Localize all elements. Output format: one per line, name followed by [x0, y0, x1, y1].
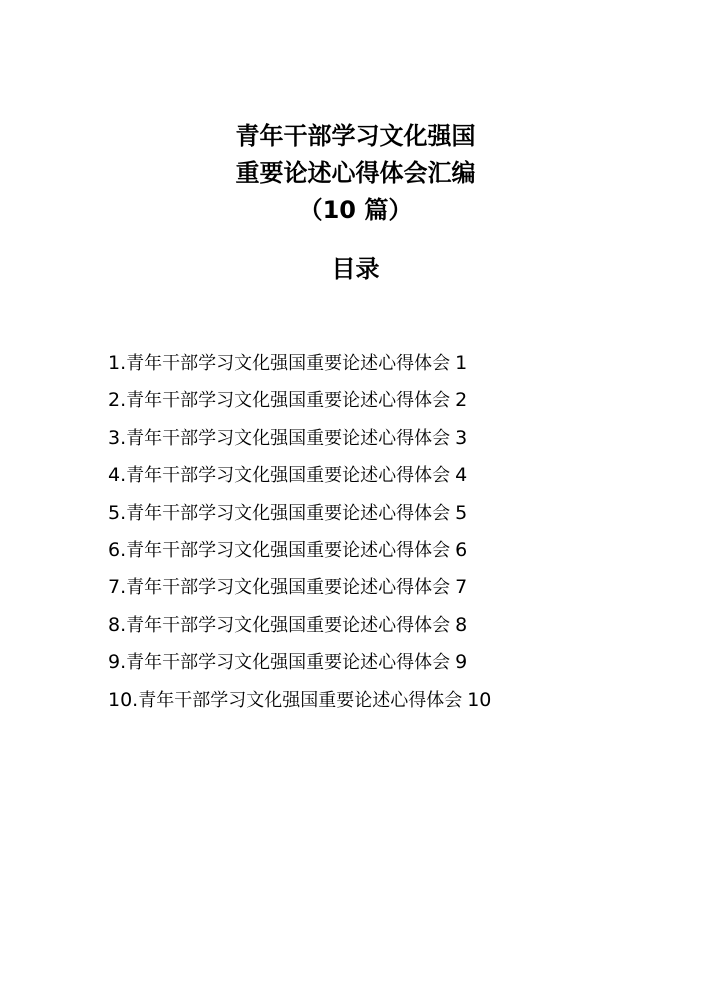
table-of-contents: [108, 345, 668, 719]
toc-item-7[interactable]: [108, 569, 668, 606]
toc-item-page: 8: [455, 613, 468, 636]
toc-item-3[interactable]: [108, 420, 668, 457]
title-line-1: 青年干部学习文化强国: [235, 122, 476, 150]
toc-item-text: 青年干部学习文化强国重要论述心得体会: [126, 502, 451, 524]
toc-item-page: 3: [455, 426, 468, 449]
toc-item-page: 5: [455, 501, 468, 524]
toc-item-text: 青年干部学习文化强国重要论述心得体会: [126, 614, 451, 636]
toc-item-9[interactable]: [108, 644, 668, 681]
toc-item-1[interactable]: [108, 345, 668, 382]
title-line-2: 重要论述心得体会汇编: [235, 159, 476, 187]
toc-item-text: 青年干部学习文化强国重要论述心得体会: [126, 390, 451, 412]
toc-item-page: 6: [455, 538, 468, 561]
toc-item-page: 2: [455, 389, 468, 412]
toc-item-number: 1.: [108, 352, 127, 374]
toc-item-8[interactable]: [108, 607, 668, 644]
toc-item-number: 10.: [108, 688, 139, 711]
toc-item-page: 10: [467, 688, 492, 711]
toc-item-number: 3.: [108, 426, 127, 449]
toc-item-page: 7: [455, 576, 468, 599]
toc-item-page: 4: [455, 464, 468, 487]
toc-item-text: 青年干部学习文化强国重要论述心得体会: [126, 577, 451, 599]
toc-item-2[interactable]: [108, 382, 668, 419]
toc-heading: 目录: [331, 255, 380, 283]
toc-item-text: 青年干部学习文化强国重要论述心得体会: [126, 353, 451, 374]
toc-item-number: 9.: [108, 651, 127, 674]
toc-item-text: 青年干部学习文化强国重要论述心得体会: [126, 652, 451, 674]
toc-item-page: 9: [455, 651, 468, 674]
toc-item-number: 7.: [108, 576, 127, 599]
toc-item-number: 6.: [108, 538, 127, 561]
title-line-3: （10 篇）: [298, 196, 413, 224]
toc-item-4[interactable]: [108, 457, 668, 494]
toc-item-6[interactable]: [108, 532, 668, 569]
toc-item-text: 青年干部学习文化强国重要论述心得体会: [138, 689, 463, 711]
toc-item-number: 4.: [108, 464, 127, 487]
toc-item-number: 2.: [108, 389, 127, 412]
toc-item-text: 青年干部学习文化强国重要论述心得体会: [126, 427, 451, 449]
toc-item-text: 青年干部学习文化强国重要论述心得体会: [126, 539, 451, 561]
toc-item-text: 青年干部学习文化强国重要论述心得体会: [126, 465, 451, 487]
toc-item-page: 1: [455, 352, 468, 374]
document-title: [0, 118, 711, 229]
toc-item-10[interactable]: [108, 682, 668, 719]
toc-item-number: 8.: [108, 613, 127, 636]
toc-item-5[interactable]: [108, 495, 668, 532]
toc-item-number: 5.: [108, 501, 127, 524]
